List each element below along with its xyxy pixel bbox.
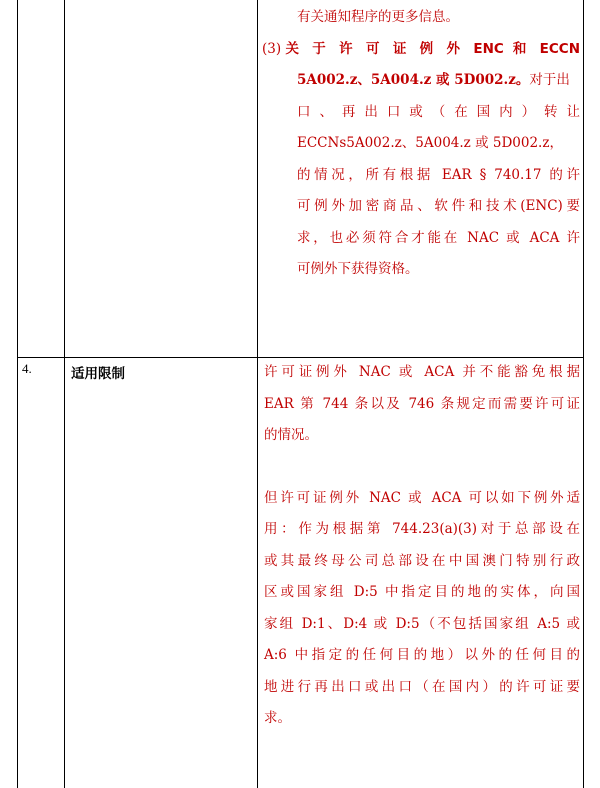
- row3-body-line: 口 、 再 出 口 或 （ 在 国 内 ） 转 让: [297, 103, 580, 120]
- row4-para2-line: A:6 中指定的任何目的地）以外的任何目的: [264, 647, 580, 663]
- row4-number: 4.: [22, 361, 32, 376]
- row4-para1-line: EAR 第 744 条以及 746 条规定而需要许可证: [264, 395, 580, 412]
- row3-body-line: 求，也必须符合才能在 NAC 或 ACA 许: [297, 229, 580, 246]
- row4-para2-line: 求。: [264, 710, 291, 726]
- row4-label: 适用限制: [71, 366, 125, 382]
- row3-body-line: ECCNs5A002.z、5A004.z 或 5D002.z，: [297, 135, 563, 151]
- row4-para2-line: 或其最终母公司总部设在中国澳门特别行政: [264, 552, 580, 569]
- row3-heading-line2: [262, 65, 580, 97]
- row4-para2-line: 家组 D:1、D:4 或 D:5（不包括国家组 A:5 或: [264, 615, 580, 632]
- table-border-left: [17, 0, 18, 788]
- row4-para2: [264, 483, 580, 735]
- row3-content: [262, 2, 580, 286]
- row4-para2-line: 但许可证例外 NAC 或 ACA 可以如下例外适: [264, 489, 580, 506]
- table-border-col2: [257, 0, 258, 788]
- paragraph-gap: [264, 452, 580, 483]
- row3-heading-text1: 关 于 许 可 证 例 外 ENC 和 ECCN: [281, 40, 580, 57]
- row3-body-line: 可例外加密商品、软件和技术(ENC)要: [297, 198, 580, 214]
- row4-para1-line: 许可证例外 NAC 或 ACA 并不能豁免根据: [264, 364, 580, 380]
- row4-para2-line: 地进行再出口或出口（在国内）的许可证要: [264, 678, 580, 695]
- row3-body-line: 的情况，所有根据 EAR § 740.17 的许: [297, 166, 580, 183]
- row4-content: [264, 357, 580, 735]
- table-border-right: [583, 0, 584, 788]
- row4-para2-line: 用：作为根据第 744.23(a)(3)对于总部设在: [264, 521, 580, 537]
- row3-body: [262, 97, 580, 286]
- row3-heading-line1: [262, 34, 580, 66]
- row3-body-line: 可例外下获得资格。: [297, 261, 419, 277]
- table-border-col1: [64, 0, 65, 788]
- row3-heading-text2: 5A002.z、5A004.z 或 5D002.z。: [297, 72, 530, 88]
- row4-para1-line: 的情况。: [264, 427, 318, 443]
- row3-heading-prefix: (3): [262, 40, 282, 57]
- row4-para1: [264, 357, 580, 452]
- row3-top-line: 有关通知程序的更多信息。: [297, 9, 459, 25]
- row3-body-start: 对于出: [529, 72, 570, 88]
- row4-para2-line: 区或国家组 D:5 中指定目的地的实体，向国: [264, 584, 580, 600]
